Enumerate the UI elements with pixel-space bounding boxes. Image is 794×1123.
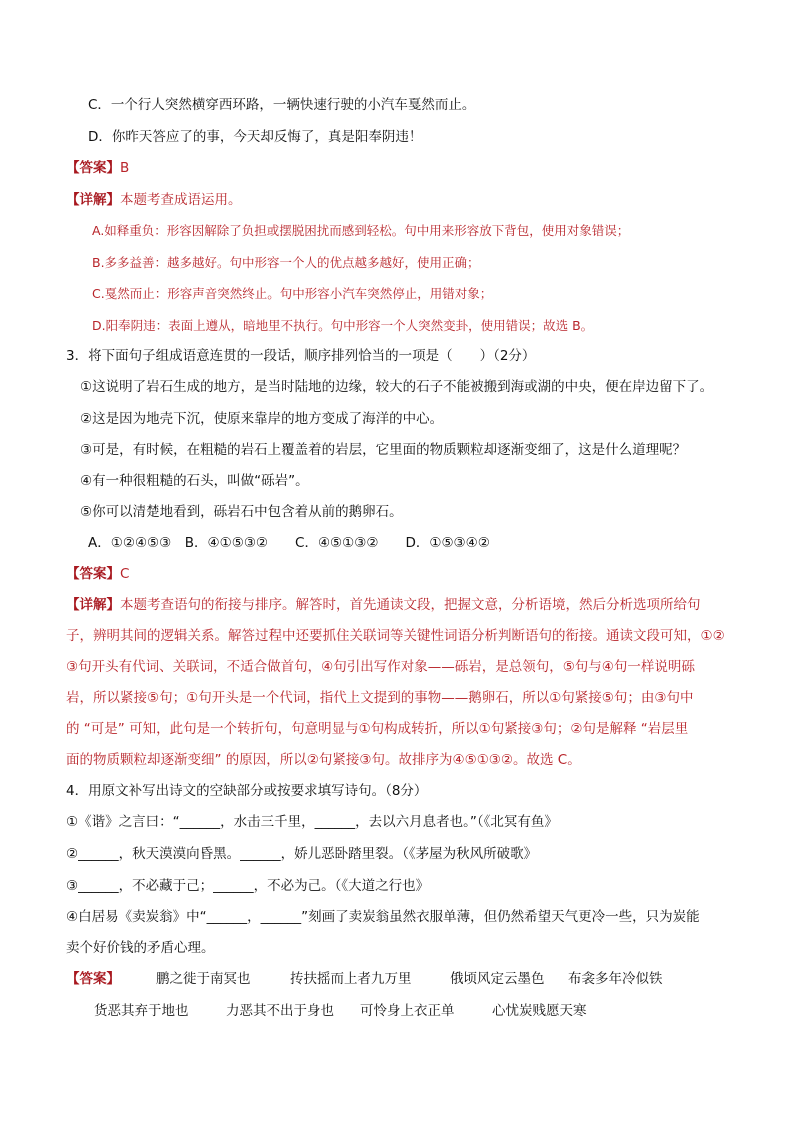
q4-item-1: ①《谐》之言曰：“______，水击三千里，______，去以六月息者也。”（《北冥有鱼》 (66, 814, 558, 830)
q4-item-4-line-1: ④白居易《卖炭翁》中“______，______”刻画了卖炭翁虽然衣服单薄，但仍然希望天气更冷一些，只为炭能 (66, 909, 700, 925)
q2-option-c: C．一个行人突然横穿西环路，一辆快速行驶的小汽车戛然而止。 (88, 97, 476, 113)
q3-detail-line-3: ③句开头有代词、关联词，不适合做首句，④句引出写作对象——砾岩，是总领句，⑤句与④句一样说明砾 (66, 659, 695, 675)
detail-text: 本题考查语句的衔接与排序。解答时，首先通读文段，把握文意，分析语境，然后分析选项所给句 (120, 597, 701, 613)
q4-answer-2: 抟扶摇而上者九万里 (290, 971, 412, 987)
q3-detail-line-2: 子，辨明其间的逻辑关系。解答过程中还要抓住关联词等关键性词语分析判断语句的衔接。通读文段可知，①② (66, 628, 725, 644)
detail-tag: 【详解】 (66, 597, 120, 613)
q4-stem: 4．用原文补写出诗文的空缺部分或按要求填写诗句。（8分） (66, 783, 428, 799)
q3-sentence-2: ②这是因为地壳下沉，使原来靠岸的地方变成了海洋的中心。 (80, 411, 444, 427)
q3-sentence-1: ①这说明了岩石生成的地方，是当时陆地的边缘，较大的石子不能被搬到海或湖的中央，便在岸边留下了。 (80, 379, 714, 395)
q4-answer-4: 布衾多年冷似铁 (568, 971, 663, 987)
q3-answer (66, 564, 129, 584)
q2-detail-a: A.如释重负：形容因解除了负担或摆脱困扰而感到轻松。句中用来形容放下背包，使用对象错误； (92, 223, 630, 238)
q4-item-2: ②______，秋天漠漠向昏黑。______，娇儿恶卧踏里裂。（《茅屋为秋风所破歌》 (66, 846, 538, 862)
q2-answer (66, 158, 129, 178)
q4-answer-8: 心忧炭贱愿天寒 (492, 1003, 587, 1019)
detail-tag: 【详解】 (66, 192, 120, 208)
detail-intro: 本题考查成语运用。 (120, 192, 242, 208)
answer-tag: 【答案】 (66, 566, 120, 582)
q3-choices: A．①②④⑤③ B．④①⑤③② C．④⑤①③② D．①⑤③④② (88, 535, 490, 551)
q4-answer-5: 货恶其弃于地也 (94, 1003, 189, 1019)
answer-tag: 【答案】 (66, 160, 120, 176)
q2-option-d: D．你昨天答应了的事，今天却反悔了，真是阳奉阴违！ (88, 129, 423, 145)
q2-detail-b: B.多多益善：越多越好。句中形容一个人的优点越多越好，使用正确； (92, 255, 480, 270)
answer-value: B (120, 160, 130, 176)
q3-detail-line-4: 岩，所以紧接⑤句；①句开头是一个代词，指代上文提到的事物——鹅卵石，所以①句紧接⑤句；由③句中 (66, 690, 694, 706)
q4-answer-1: 鹏之徙于南冥也 (156, 971, 251, 987)
q3-sentence-3: ③可是，有时候，在粗糙的岩石上覆盖着的岩层，它里面的物质颗粒却逐渐变细了，这是什么道理呢？ (80, 442, 687, 458)
q4-answer-3: 俄顷风定云墨色 (450, 971, 545, 987)
q4-answer-tag: 【答案】 (66, 971, 120, 987)
q4-answer-7: 可怜身上衣正单 (360, 1003, 455, 1019)
q4-item-3: ③______，不必藏于己；______，不必为己。（《大道之行也》 (66, 878, 430, 894)
q4-answer-6: 力恶其不出于身也 (226, 1003, 334, 1019)
q3-detail-line-5: 的 “可是” 可知，此句是一个转折句，句意明显与①句构成转折，所以①句紧接③句；②句是解释 “岩层里 (66, 721, 689, 737)
q3-stem: 3．将下面句子组成语意连贯的一段话，顺序排列恰当的一项是（ ）（2分） (66, 348, 536, 364)
q3-sentence-4: ④有一种很粗糙的石头，叫做“砾岩”。 (80, 473, 309, 489)
q2-detail-c: C.戛然而止：形容声音突然终止。句中形容小汽车突然停止，用错对象； (92, 286, 493, 301)
q2-detail (66, 190, 242, 210)
answer-value: C (120, 566, 130, 582)
q3-detail-line-6: 面的物质颗粒却逐渐变细” 的原因，所以②句紧接③句。故排序为④⑤①③②。故选 C。 (66, 752, 581, 768)
q4-item-4-line-2: 卖个好价钱的矛盾心理。 (66, 940, 215, 956)
q3-detail-line-1 (66, 595, 701, 615)
q2-detail-d: D.阳奉阴违：表面上遵从，暗地里不执行。句中形容一个人突然变卦，使用错误；故选 B。 (92, 318, 594, 333)
q3-sentence-5: ⑤你可以清楚地看到，砾岩石中包含着从前的鹅卵石。 (80, 504, 403, 520)
